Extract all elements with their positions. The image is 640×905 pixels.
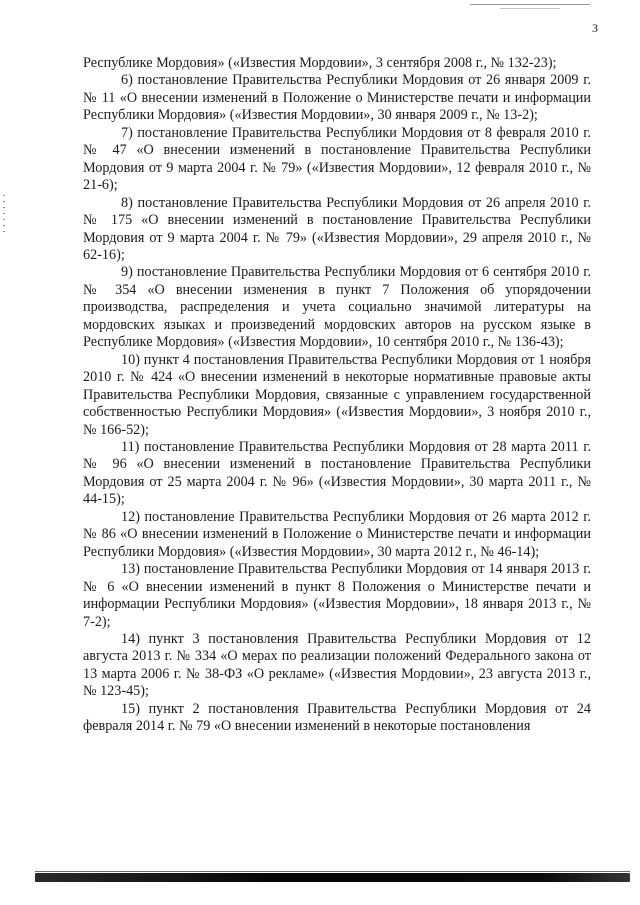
scan-edge-line — [35, 871, 630, 872]
list-item-12: 12) постановление Правительства Республики Мордовия от 26 марта 2012 г. № 86 «О внесении изменений в Положение о Министерстве печати и информации Республики Мордовия» («Известия Мордовии», 30 марта 2012 г., № 46-14); — [83, 508, 591, 560]
page-number: 3 — [592, 21, 598, 35]
list-item-7: 7) постановление Правительства Республики Мордовия от 8 февраля 2010 г. № 47 «О внесении изменений в постановление Правительства Республики Мордовия от 9 марта 2004 г. № 79» («Известия Мордовии», 12 февраля 2010 г., № 21-6); — [83, 124, 591, 194]
scan-artifact — [470, 4, 590, 5]
list-item-14: 14) пункт 3 постановления Правительства Республики Мордовия от 12 августа 2013 г. № 334 «О мерах по реализации положений Федерального закона от 13 марта 2006 г. № 38-ФЗ «О рекламе» («Известия Мордовии», 23 августа 2013 г., № 123-45); — [83, 630, 591, 700]
list-item-6: 6) постановление Правительства Республики Мордовия от 26 января 2009 г. № 11 «О внесении изменений в Положение о Министерстве печати и информации Республики Мордовия» («Известия Мордовии», 30 января 2009 г., № 13-2); — [83, 72, 591, 124]
list-item-8: 8) постановление Правительства Республики Мордовия от 26 апреля 2010 г. № 175 «О внесении изменений в постановление Правительства Республики Мордовия от 9 марта 2004 г. № 79» («Известия Мордовии», 29 апреля 2010 г., № 62-16); — [83, 194, 591, 263]
list-item-15: 15) пункт 2 постановления Правительства Республики Мордовия от 24 февраля 2014 г. № 79 «О внесении изменений в некоторые постановления — [83, 700, 591, 735]
scan-bottom-edge — [35, 873, 630, 882]
list-item-10: 10) пункт 4 постановления Правительства Республики Мордовия от 1 ноября 2010 г. № 424 «О внесении изменений в некоторые нормативные правовые акты Правительства Республики Мордовия, связанные с управлением государственной собственностью Республики Мордовия» («Известия Мордовии», 3 ноября 2010 г., № 166-52); — [83, 351, 591, 438]
document-body — [83, 55, 591, 736]
scan-artifact — [3, 195, 5, 235]
list-item-9: 9) постановление Правительства Республики Мордовия от 6 сентября 2010 г. № 354 «О внесении изменения в пункт 7 Положения об упорядочении производства, распределения и учета социально значимой литературы на мордовских языках и произведений мордовских авторов на русском языке в Республике Мордовия» («Известия Мордовии», 10 сентября 2010 г., № 136-43); — [83, 264, 591, 351]
scan-artifact — [500, 8, 560, 9]
list-item-13: 13) постановление Правительства Республики Мордовия от 14 января 2013 г. № 6 «О внесении изменений в пункт 8 Положения о Министерстве печати и информации Республики Мордовия» («Известия Мордовии», 18 января 2013 г., № 7-2); — [83, 561, 591, 630]
list-item-11: 11) постановление Правительства Республики Мордовия от 28 марта 2011 г. № 96 «О внесении изменений в постановление Правительства Республики Мордовия от 25 марта 2004 г. № 96» («Известия Мордовии», 30 марта 2011 г., № 44-15); — [83, 438, 591, 508]
paragraph-continuation: Республике Мордовия» («Известия Мордовии», 3 сентября 2008 г., № 132-23); — [83, 55, 557, 71]
